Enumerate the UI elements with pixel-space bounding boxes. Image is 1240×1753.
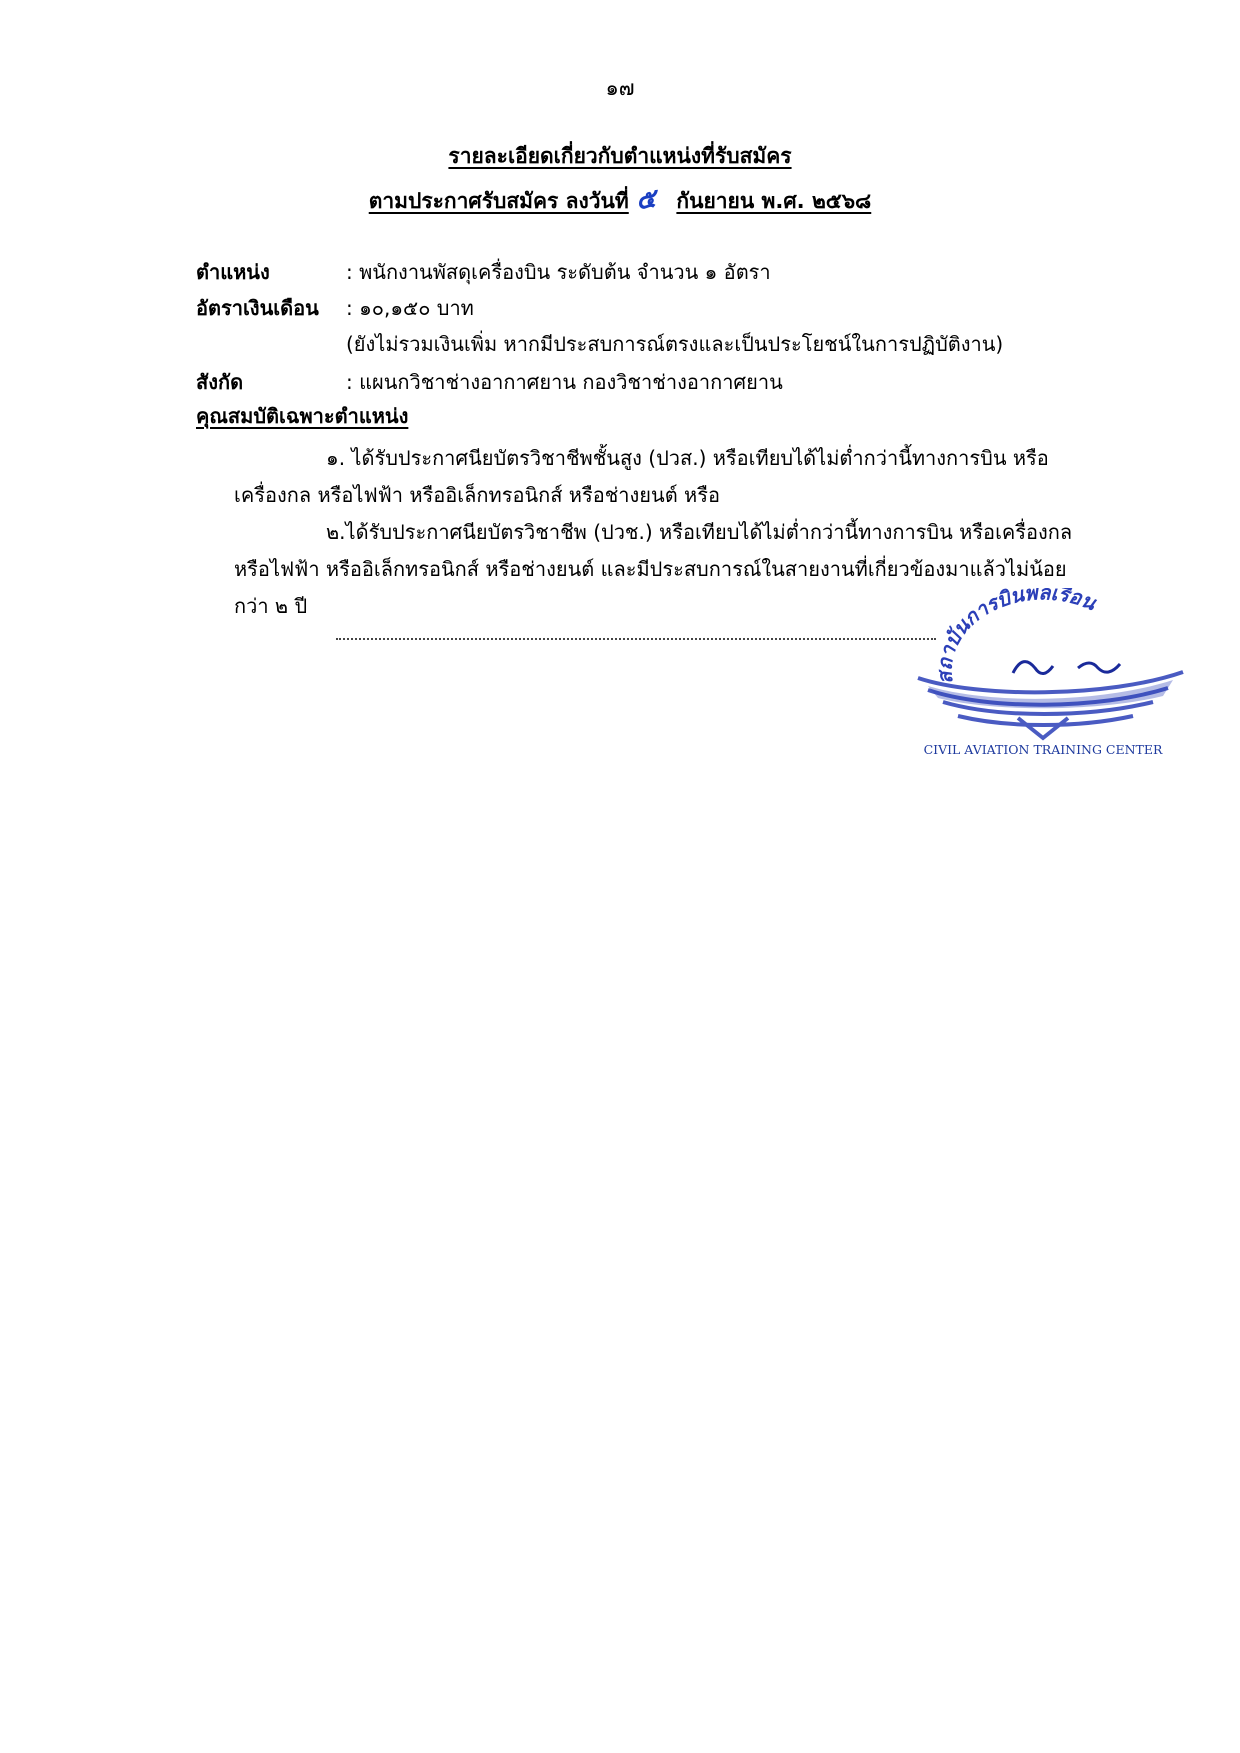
affiliation-value: : แผนกวิชาช่างอากาศยาน กองวิชาช่างอากาศยาน [346,370,783,394]
title-line-2-prefix: ตามประกาศรับสมัคร ลงวันที่ [368,189,629,213]
position-label: ตำแหน่ง [196,260,270,284]
dotted-separator [336,632,936,640]
document-title [0,140,1240,173]
handwritten-day: ๕ [634,183,658,217]
salary-note: (ยังไม่รวมเงินเพิ่ม หากมีประสบการณ์ตรงและเป็นประโยชน์ในการปฏิบัติงาน) [346,332,1004,356]
qualification-2-line-1: ๒.ได้รับประกาศนียบัตรวิชาชีพ (ปวช.) หรือเทียบได้ไม่ต่ำกว่านี้ทางการบิน หรือเครื่องกล [326,520,1073,544]
winged-stamp-icon [898,588,1188,760]
qualification-1-line-2: เครื่องกล หรือไฟฟ้า หรืออิเล็กทรอนิกส์ หรือช่างยนต์ หรือ [234,483,720,507]
title-line-1: รายละเอียดเกี่ยวกับตำแหน่งที่รับสมัคร [448,144,792,168]
institution-stamp [898,588,1188,760]
page-number: ๑๗ [605,76,635,100]
document-subtitle [0,179,1240,220]
title-line-2-suffix: กันยายน พ.ศ. ๒๕๖๘ [676,189,872,213]
qualification-2-line-2: หรือไฟฟ้า หรืออิเล็กทรอนิกส์ หรือช่างยนต์ และมีประสบการณ์ในสายงานที่เกี่ยวข้องมาแล้วไม่น้อย [234,557,1067,581]
qualifications-heading: คุณสมบัติเฉพาะตำแหน่ง [196,404,409,428]
salary-label: อัตราเงินเดือน [196,296,319,320]
stamp-thai-text: สถาบันการบินพลเรือน [932,588,1100,686]
affiliation-label: สังกัด [196,370,244,394]
stamp-english-text: CIVIL AVIATION TRAINING CENTER [923,742,1163,757]
qualification-2-line-3: กว่า ๒ ปี [234,594,308,618]
qualification-1-line-1: ๑. ได้รับประกาศนียบัตรวิชาชีพชั้นสูง (ปวส.) หรือเทียบได้ไม่ต่ำกว่านี้ทางการบิน หรือ [326,446,1049,470]
salary-value: : ๑๐,๑๕๐ บาท [346,296,474,320]
position-value: : พนักงานพัสดุเครื่องบิน ระดับต้น จำนวน ๑ อัตรา [346,260,771,284]
